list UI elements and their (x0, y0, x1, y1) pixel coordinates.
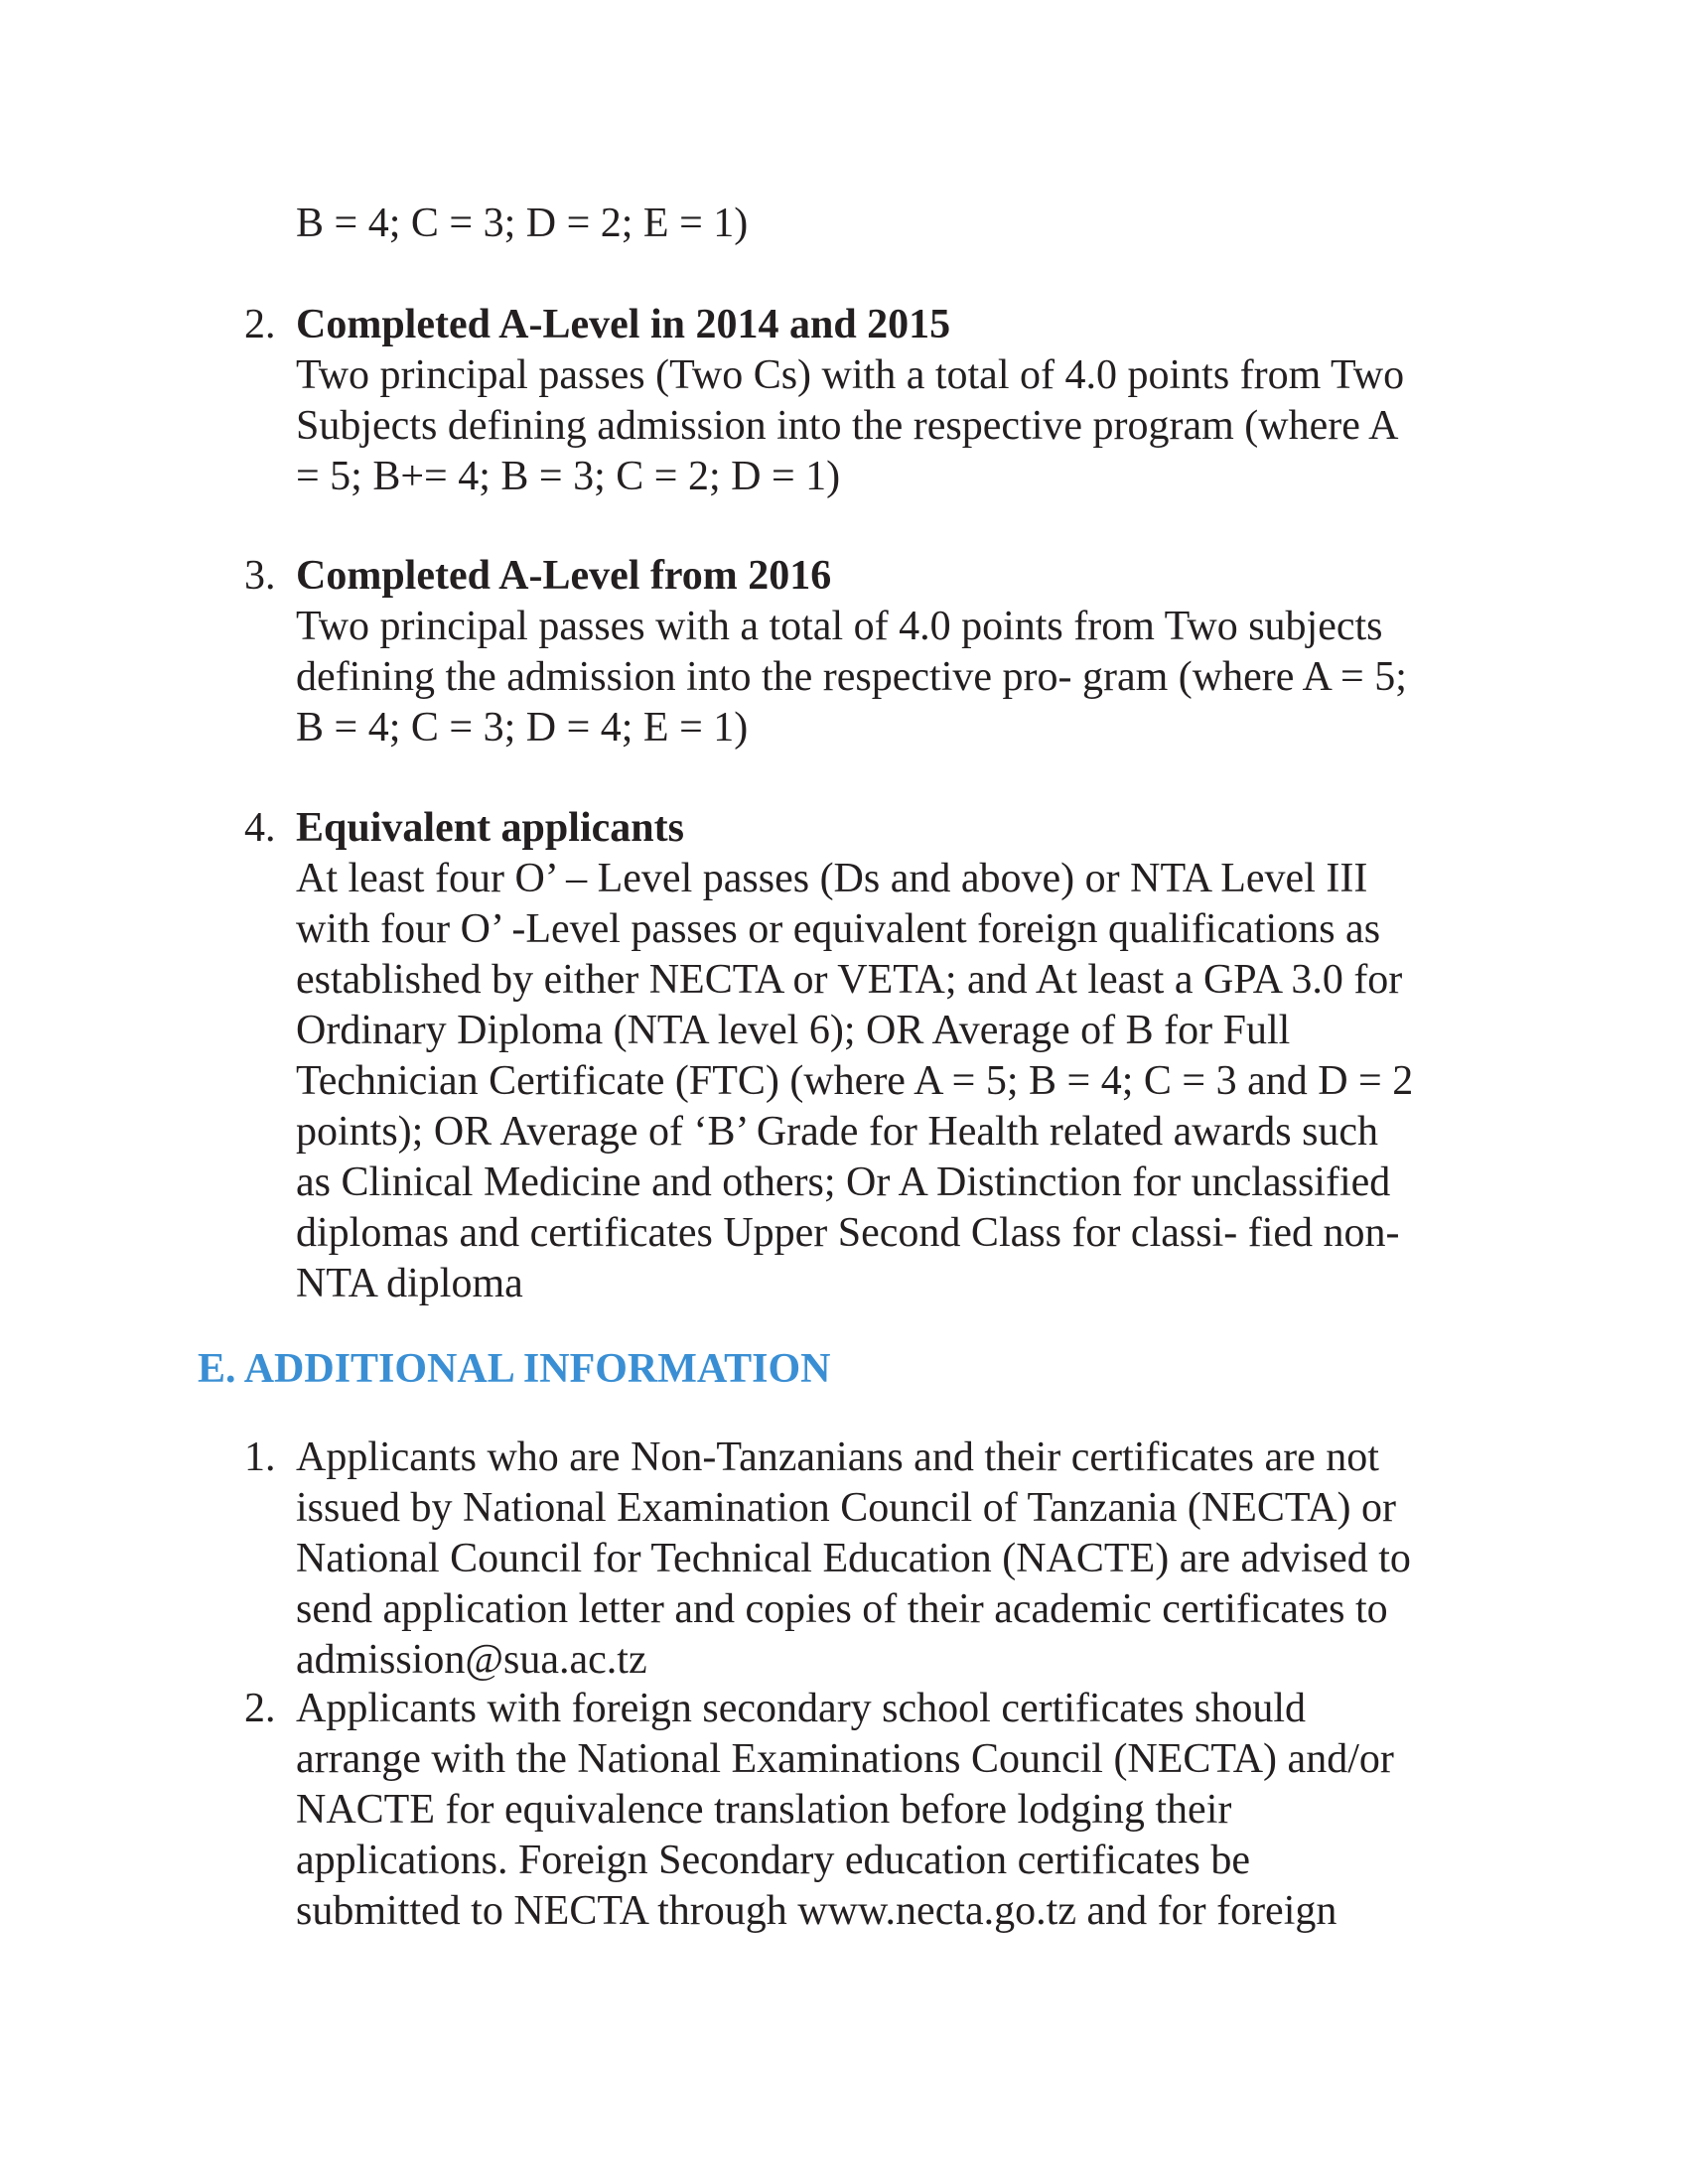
requirement-item-4 (296, 803, 1527, 1309)
list-number: 2. (244, 302, 276, 347)
text-line: Ordinary Diploma (NTA level 6); OR Average of B for Full (296, 1008, 1291, 1053)
text-line: established by either NECTA or VETA; and At least a GPA 3.0 for (296, 957, 1403, 1003)
text-line: = 5; B+= 4; B = 3; C = 2; D = 1) (296, 454, 841, 499)
text-line: issued by National Examination Council of Tanzania (NECTA) or (296, 1485, 1396, 1531)
text-line: B = 4; C = 3; D = 4; E = 1) (296, 705, 749, 751)
text-line: arrange with the National Examinations Council (NECTA) and/or (296, 1736, 1394, 1782)
section-heading-additional-information: E. ADDITIONAL INFORMATION (198, 1346, 831, 1392)
list-number: 4. (244, 805, 276, 851)
text-line: Subjects defining admission into the respective program (where A (296, 403, 1399, 449)
list-number: 2. (244, 1686, 276, 1731)
email-text: admission@sua.ac.tz (296, 1637, 647, 1683)
text-line: B = 4; C = 3; D = 2; E = 1) (296, 201, 749, 246)
text-line: At least four O’ – Level passes (Ds and above) or NTA Level III (296, 856, 1368, 901)
text-line: send application letter and copies of their academic certificates to (296, 1586, 1388, 1632)
text-line: with four O’ -Level passes or equivalent foreign qualifications as (296, 906, 1381, 952)
text-line: Applicants with foreign secondary school certificates should (296, 1686, 1307, 1731)
text-line: as Clinical Medicine and others; Or A Distinction for unclassified (296, 1160, 1391, 1205)
text-line: Applicants who are Non-Tanzanians and their certificates are not (296, 1434, 1379, 1480)
requirement-heading: Completed A-Level in 2014 and 2015 (296, 302, 951, 347)
requirement-item-2 (296, 300, 1527, 502)
continuation-text (296, 199, 1527, 249)
text-line: Technician Certificate (FTC) (where A = 5; B = 4; C = 3 and D = 2 (296, 1058, 1414, 1104)
text-line: NACTE for equivalence translation before lodging their (296, 1787, 1232, 1833)
requirement-heading: Equivalent applicants (296, 805, 684, 851)
text-line: points); OR Average of ‘B’ Grade for Health related awards such (296, 1109, 1379, 1155)
additional-info-item-1 (296, 1433, 1527, 1686)
text-line: NTA diploma (296, 1261, 523, 1306)
text-line: defining the admission into the respective pro- gram (where A = 5; (296, 654, 1407, 700)
text-line: Two principal passes with a total of 4.0 points from Two subjects (296, 604, 1383, 649)
additional-info-item-2 (296, 1684, 1527, 1937)
text-line: applications. Foreign Secondary education certificates be (296, 1838, 1250, 1883)
text-line: National Council for Technical Education (NACTE) are advised to (296, 1536, 1411, 1581)
requirement-heading: Completed A-Level from 2016 (296, 553, 832, 599)
list-number: 3. (244, 553, 276, 599)
text-line: diplomas and certificates Upper Second Class for classi- fied non- (296, 1210, 1400, 1256)
requirement-item-3 (296, 551, 1527, 753)
text-line: Two principal passes (Two Cs) with a total of 4.0 points from Two (296, 352, 1405, 398)
text-line: submitted to NECTA through www.necta.go.tz and for foreign (296, 1888, 1337, 1934)
list-number: 1. (244, 1434, 276, 1480)
